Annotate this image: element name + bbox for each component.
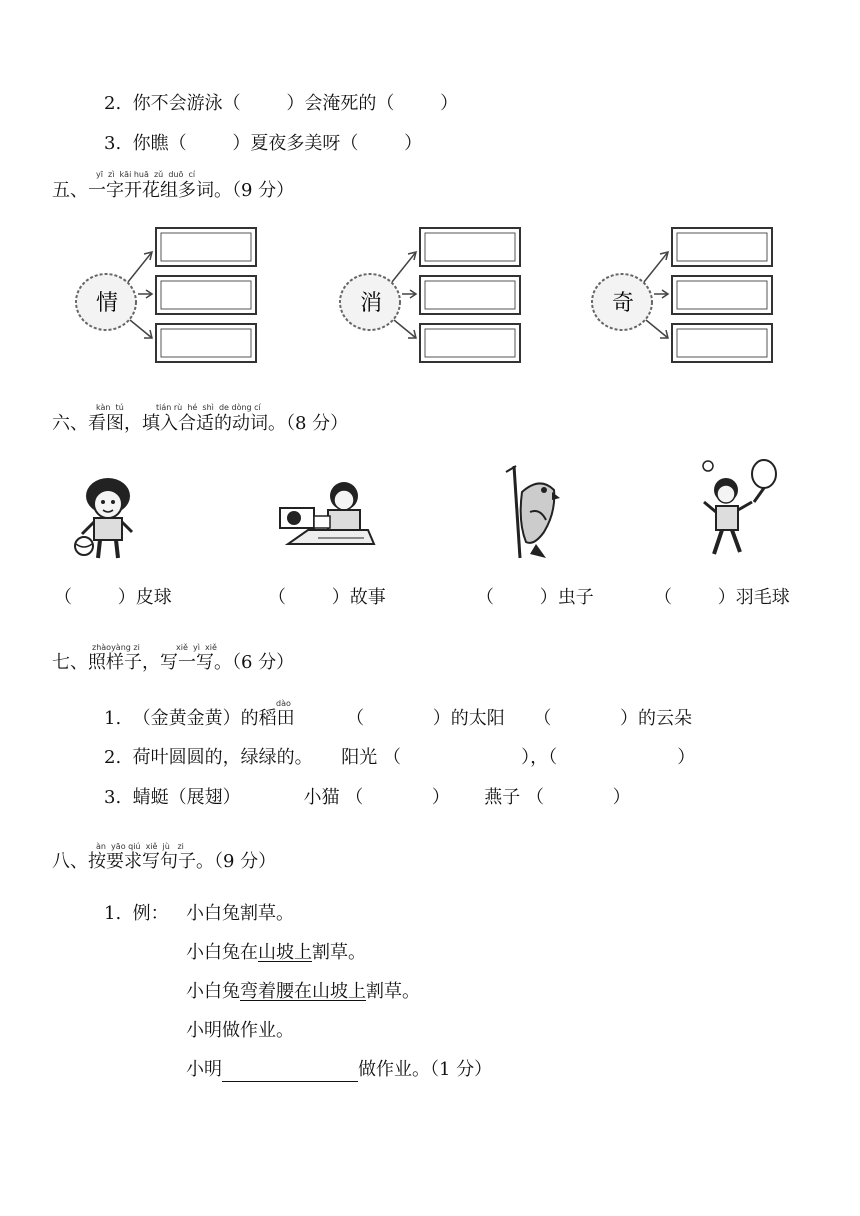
example-sentence-2: 小白兔在山坡上割草。 <box>186 942 366 963</box>
answer-4: （ ）羽毛球 <box>654 587 790 608</box>
section8-title: 八、按要求写句子。（9 分） <box>52 851 277 872</box>
answer-1: （ ）皮球 <box>54 587 172 608</box>
answer-box[interactable] <box>156 228 256 266</box>
boy-with-ball-image <box>70 472 146 562</box>
answer-box[interactable] <box>156 324 256 362</box>
answer-box[interactable] <box>672 228 772 266</box>
section8-pinyin: àn yāo qiú xiě jù zi <box>96 842 184 851</box>
underlined-phrase: 山坡上 <box>258 942 312 963</box>
center-char: 消 <box>360 291 383 316</box>
section7-row-3: 3. 蜻蜓（展翅） 小猫 （ ） 燕子 （ ） <box>104 787 631 808</box>
answer-box[interactable] <box>672 324 772 362</box>
answer-sentence: 小明 做作业。（1 分） <box>186 1059 493 1080</box>
section7-pinyin-2: xiě yì xiě <box>176 643 217 652</box>
section7-row-2: 2. 荷叶圆圆的，绿绿的。 阳光 （ ），（ ） <box>104 747 696 768</box>
section6-title: 六、看图，填入合适的动词。（8 分） <box>52 413 349 434</box>
word-bloom-diagrams <box>60 218 840 376</box>
answer-box[interactable] <box>420 228 520 266</box>
underlined-phrase: 弯着腰在山坡上 <box>240 981 366 1002</box>
word-bloom-3 <box>592 228 772 362</box>
mother-reading-to-child-image <box>268 478 380 552</box>
answer-2: （ ）故事 <box>268 587 386 608</box>
girl-playing-badminton-image <box>690 456 790 560</box>
answer-3: （ ）虫子 <box>476 587 594 608</box>
section5-pinyin: yī zì kāi huā zǔ duō cí <box>96 170 196 179</box>
example-sentence-1: 小白兔割草。 <box>186 903 294 924</box>
example-sentence-3: 小白兔弯着腰在山坡上割草。 <box>186 981 420 1002</box>
section6-pinyin-1: kàn tú <box>96 403 124 412</box>
answer-blank[interactable] <box>222 1063 358 1082</box>
answer-box[interactable] <box>156 276 256 314</box>
section7-title: 七、照样子，写一写。（6 分） <box>52 652 295 673</box>
section7-row-1: 1. （金黄金黄）的稻田 （ ）的太阳 （ ）的云朵 <box>104 708 693 729</box>
answer-box[interactable] <box>672 276 772 314</box>
example-label: 1. 例： <box>104 903 169 924</box>
question-3: 3. 你瞧（ ）夏夜多美呀（ ） <box>104 133 423 154</box>
question-2: 2. 你不会游泳（ ）会淹死的（ ） <box>104 93 459 114</box>
section5-title: 五、一字开花组多词。（9 分） <box>52 180 295 201</box>
answer-box[interactable] <box>420 276 520 314</box>
dao-pinyin: dào <box>276 699 291 708</box>
center-char: 奇 <box>612 291 635 316</box>
section7-pinyin-1: zhàoyàng zi <box>92 643 140 652</box>
word-bloom-1 <box>76 228 256 362</box>
answer-box[interactable] <box>420 324 520 362</box>
section6-pinyin-2: tián rù hé shì de dòng cí <box>156 403 261 412</box>
center-char: 情 <box>96 291 119 316</box>
bird-catching-insect-image <box>500 462 562 562</box>
task-sentence: 小明做作业。 <box>186 1020 294 1041</box>
word-bloom-2 <box>340 228 520 362</box>
